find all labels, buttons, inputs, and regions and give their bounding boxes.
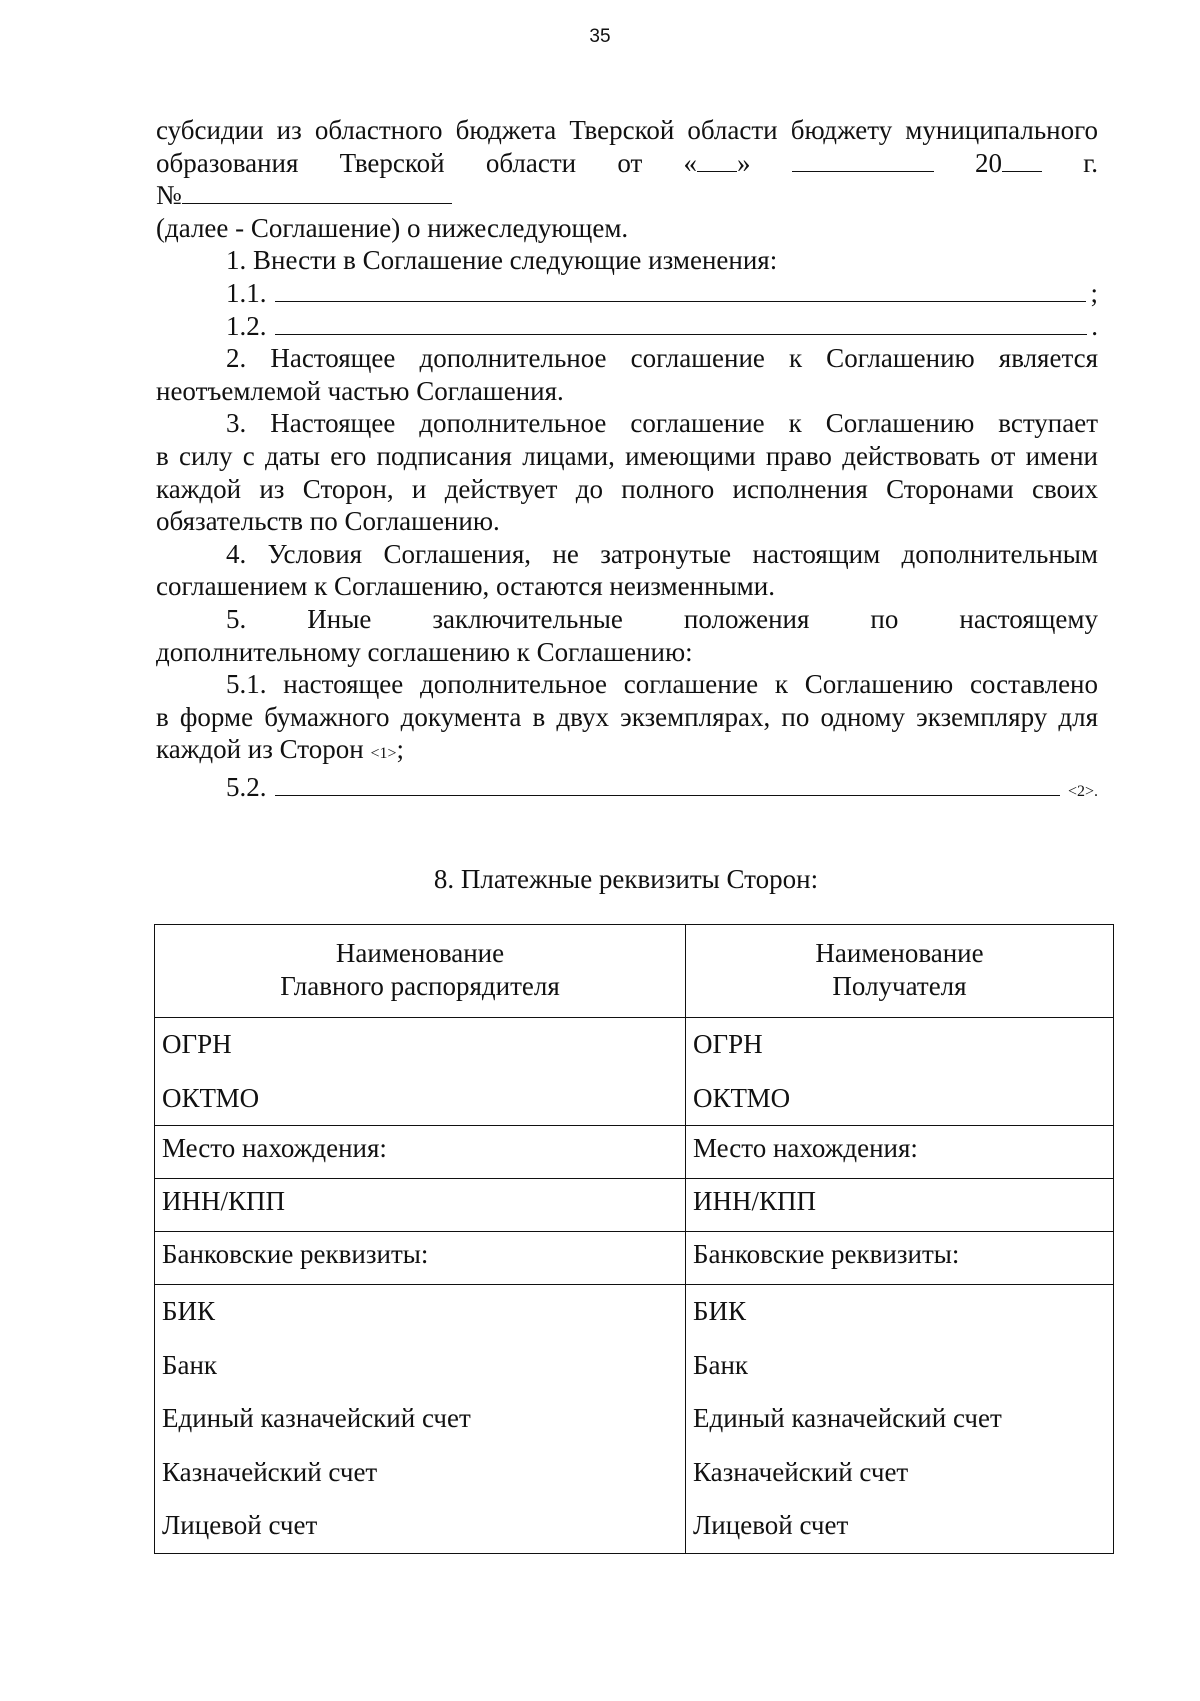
word-ot: от (617, 147, 643, 178)
right-bik-label: БИК (693, 1296, 747, 1326)
left-personal-account-label: Лицевой счет (162, 1510, 318, 1540)
right-oktmo-label: ОКТМО (693, 1082, 791, 1113)
clause-5-1-line-3 (156, 733, 1098, 771)
intro-line-1: субсидии из областного бюджета Тверской области бюджету муниципального (156, 115, 1098, 145)
right-single-treasury-label: Единый казначейский счет (693, 1403, 1002, 1433)
right-ids-cell (686, 1018, 1114, 1126)
clause-3-line-1: 3. Настоящее дополнительное соглашение к Соглашению вступает (226, 408, 1098, 439)
clause-1-1-blank (275, 277, 1087, 302)
clause-1: 1. Внести в Соглашение следующие изменения: (226, 245, 778, 276)
right-bank-cell (686, 1285, 1114, 1554)
intro-line-2 (156, 147, 1098, 180)
right-location-label: Место нахождения: (686, 1126, 1114, 1179)
agreement-number-field (182, 181, 452, 204)
clause-5-line-2: дополнительному соглашению к Соглашению: (156, 636, 693, 667)
clause-4-line-2: соглашением к Соглашению, остаются неизменными. (156, 571, 775, 602)
page-number: 35 (589, 26, 611, 47)
clause-1-1-end: ; (1090, 277, 1098, 308)
clause-2-line-1: 2. Настоящее дополнительное соглашение к Соглашению является (226, 343, 1098, 374)
left-inn-kpp-label: ИНН/КПП (155, 1179, 686, 1232)
word-oblasti: области (485, 147, 577, 178)
clause-5-1-end: ; (396, 734, 405, 765)
section-8-title: 8. Платежные реквизиты Сторон: (433, 864, 819, 894)
clause-2-line-2: неотъемлемой частью Соглашения. (156, 375, 564, 406)
left-location-label: Место нахождения: (155, 1126, 686, 1179)
right-personal-account-label: Лицевой счет (693, 1510, 849, 1540)
left-ids-cell (155, 1018, 686, 1126)
left-bank-details-label: Банковские реквизиты: (155, 1232, 686, 1285)
clause-3-line-3: каждой из Сторон, и действует до полного исполнения Сторонами своих (156, 473, 1098, 504)
clause-5-1-line-1: 5.1. настоящее дополнительное соглашение к Соглашению составлено (226, 669, 1098, 700)
number-sign: № (156, 180, 182, 211)
clause-5-2 (156, 771, 1098, 809)
intro-line-3 (156, 179, 1098, 212)
right-bank-label: Банк (693, 1349, 749, 1380)
right-inn-kpp-label: ИНН/КПП (686, 1179, 1114, 1232)
left-oktmo-label: ОКТМО (162, 1082, 260, 1113)
clause-1-2 (156, 310, 1098, 343)
table-row (155, 1179, 1114, 1232)
clause-5-2-label: 5.2. (226, 771, 267, 802)
left-ogrn-label: ОГРН (162, 1029, 232, 1059)
clause-3-line-4: обязательств по Соглашению. (156, 506, 500, 537)
clause-1-2-label: 1.2. (226, 310, 267, 341)
header-chief-administrator: Наименование Главного распорядителя (155, 925, 686, 1018)
clause-5-1-text: каждой из Сторон (156, 734, 364, 765)
right-treasury-label: Казначейский счет (693, 1456, 909, 1487)
date-year-field: 20 (975, 147, 1042, 180)
clause-3-line-2: в силу с даты его подписания лицами, имеющими право действовать от имени (156, 440, 1098, 471)
left-bik-label: БИК (162, 1296, 216, 1326)
word-tverskoy: Тверской (339, 147, 445, 178)
document-body (156, 114, 1098, 808)
clause-5-2-end: . (1094, 782, 1098, 800)
right-bank-details-label: Банковские реквизиты: (686, 1232, 1114, 1285)
clause-1-1 (156, 277, 1098, 310)
payment-details-table (154, 924, 1114, 1554)
left-bank-label: Банк (162, 1349, 218, 1380)
clause-5-2-blank (275, 771, 1060, 796)
clause-1-2-blank (275, 310, 1088, 335)
table-row (155, 1126, 1114, 1179)
clause-1-1-label: 1.1. (226, 277, 267, 308)
clause-1-2-end: . (1091, 310, 1098, 341)
date-day-field: « » (683, 147, 751, 178)
header-recipient: Наименование Получателя (686, 925, 1114, 1018)
intro-line-4: (далее - Соглашение) о нижеследующем. (156, 212, 629, 243)
clause-4-line-1: 4. Условия Соглашения, не затронутые настоящим дополнительным (226, 538, 1098, 569)
word-year-abbrev: г. (1083, 147, 1098, 178)
table-row (155, 1018, 1114, 1126)
right-ogrn-label: ОГРН (693, 1029, 763, 1059)
clause-5-1-line-2: в форме бумажного документа в двух экземплярах, по одному экземпляру для (156, 701, 1098, 732)
table-row (155, 925, 1114, 1018)
clause-5-line-1: 5. Иные заключительные положения по настоящему (226, 603, 1098, 634)
footnote-ref-1: <1> (370, 745, 397, 763)
table-row (155, 1285, 1114, 1554)
table-row (155, 1232, 1114, 1285)
left-single-treasury-label: Единый казначейский счет (162, 1403, 471, 1433)
date-month-field (792, 149, 934, 172)
left-bank-cell (155, 1285, 686, 1554)
word-obrazovaniya: образования (156, 147, 299, 178)
left-treasury-label: Казначейский счет (162, 1456, 378, 1487)
footnote-ref-2: <2> (1067, 782, 1094, 800)
